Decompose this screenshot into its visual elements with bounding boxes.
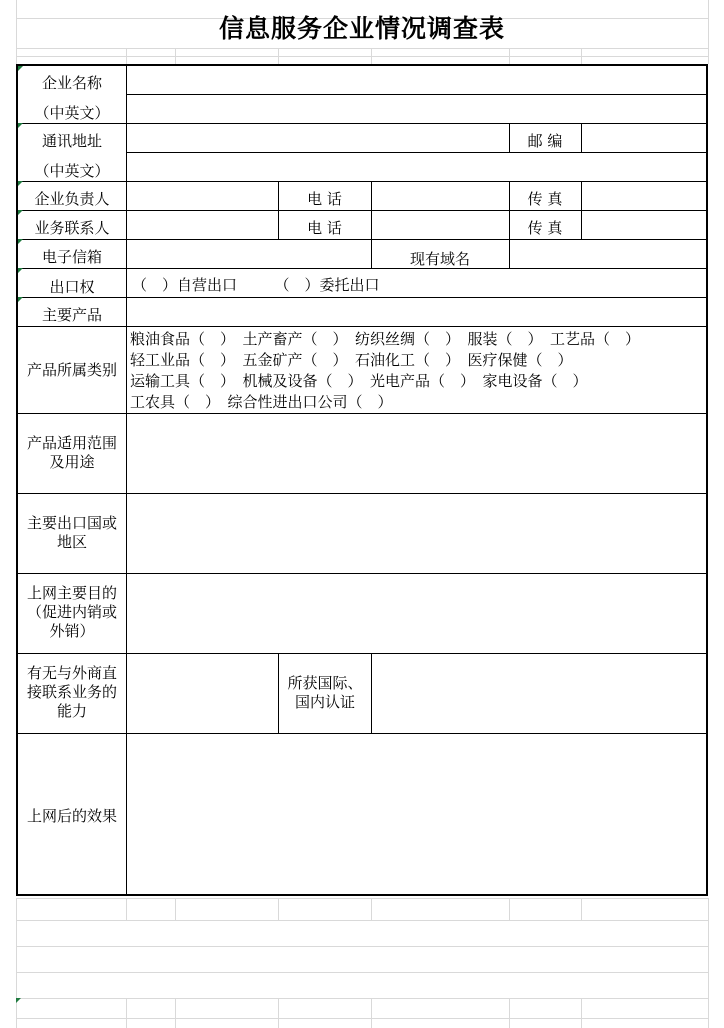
row-rule	[18, 493, 708, 494]
company-name-lang-label: （中英文）	[34, 104, 110, 122]
cell-marker	[18, 210, 23, 215]
phone-label-2: 电 话	[307, 219, 342, 237]
gridline	[16, 998, 708, 999]
gridline	[16, 898, 708, 899]
main-products-label: 主要产品	[41, 306, 102, 324]
cell-marker	[18, 123, 23, 128]
gridline	[278, 48, 279, 64]
address-field[interactable]	[127, 123, 509, 181]
gridline	[16, 946, 708, 947]
cell-marker	[18, 297, 23, 302]
row-rule	[18, 653, 708, 654]
row-rule	[18, 573, 708, 574]
phone-label-1: 电 话	[307, 190, 342, 208]
gridline	[278, 998, 279, 1028]
gridline	[509, 898, 510, 920]
cell-marker	[18, 268, 23, 273]
gridline	[371, 998, 372, 1028]
gridline	[509, 48, 510, 64]
row-rule	[18, 181, 708, 182]
export-region-label: 主要出口国或地区	[26, 514, 117, 551]
row-rule	[18, 297, 708, 298]
gridline	[126, 898, 127, 920]
export-options[interactable]: （ ）自营出口 （ ）委托出口	[132, 276, 380, 294]
row-rule	[18, 268, 708, 269]
direct-ability-label: 有无与外商直接联系业务的能力	[26, 664, 117, 720]
contact-label: 业务联系人	[34, 219, 110, 237]
gridline	[278, 898, 279, 920]
column-rule	[371, 653, 372, 733]
row-rule	[18, 326, 708, 327]
cell-marker	[18, 239, 23, 244]
purpose-label: 上网主要目的（促进内销或外销）	[26, 584, 117, 640]
gridline	[126, 48, 127, 64]
address-lang-label: （中英文）	[34, 162, 110, 180]
row-rule	[18, 210, 708, 211]
gridline	[581, 998, 582, 1028]
fax-label-2: 传 真	[527, 219, 563, 237]
survey-form	[16, 64, 708, 896]
gridline	[371, 48, 372, 64]
legal-person-label: 企业负责人	[34, 190, 110, 208]
usage-label: 产品适用范围及用途	[26, 434, 117, 471]
gridline	[16, 56, 708, 57]
postcode-field[interactable]	[582, 123, 708, 152]
category-option-row-2[interactable]: 轻工业品（ ） 五金矿产（ ） 石油化工（ ） 医疗保健（ ）	[130, 351, 573, 369]
gridline	[581, 898, 582, 920]
gridline	[371, 898, 372, 920]
gridline	[16, 920, 708, 921]
row-rule	[18, 239, 708, 240]
cell-marker	[18, 66, 23, 71]
column-rule	[581, 181, 582, 239]
gridline	[126, 998, 127, 1028]
gridline	[175, 48, 176, 64]
export-right-label: 出口权	[49, 278, 95, 296]
gridline	[16, 1018, 708, 1019]
page-title: 信息服务企业情况调查表	[218, 14, 505, 43]
row-rule	[18, 413, 708, 414]
gridline	[175, 998, 176, 1028]
effect-label: 上网后的效果	[26, 807, 117, 825]
category-option-row-1[interactable]: 粮油食品（ ） 土产畜产（ ） 纺织丝绸（ ） 服装（ ） 工艺品（ ）	[130, 330, 641, 348]
category-label: 产品所属类别	[26, 361, 117, 379]
gridline	[16, 898, 17, 1028]
fax-label-1: 传 真	[527, 190, 563, 208]
company-name-label: 企业名称	[41, 74, 102, 92]
cell-marker	[18, 181, 23, 186]
certification-label: 所获国际、国内认证	[287, 674, 363, 711]
effect-field[interactable]	[127, 733, 708, 894]
gridline	[708, 898, 709, 1028]
gridline	[581, 48, 582, 64]
gridline	[175, 898, 176, 920]
postcode-label: 邮 编	[527, 132, 563, 150]
gridline	[708, 0, 709, 64]
category-option-row-4[interactable]: 工农具（ ） 综合性进出口公司（ ）	[130, 393, 393, 411]
gridline	[16, 972, 708, 973]
category-option-row-3[interactable]: 运输工具（ ） 机械及设备（ ） 光电产品（ ） 家电设备（ ）	[130, 372, 588, 390]
domain-label: 现有域名	[409, 250, 470, 268]
gridline	[509, 998, 510, 1028]
address-label: 通讯地址	[41, 132, 102, 150]
email-label: 电子信箱	[41, 248, 102, 266]
company-name-field[interactable]	[127, 66, 708, 123]
cell-marker	[16, 998, 21, 1003]
column-rule	[278, 653, 279, 733]
